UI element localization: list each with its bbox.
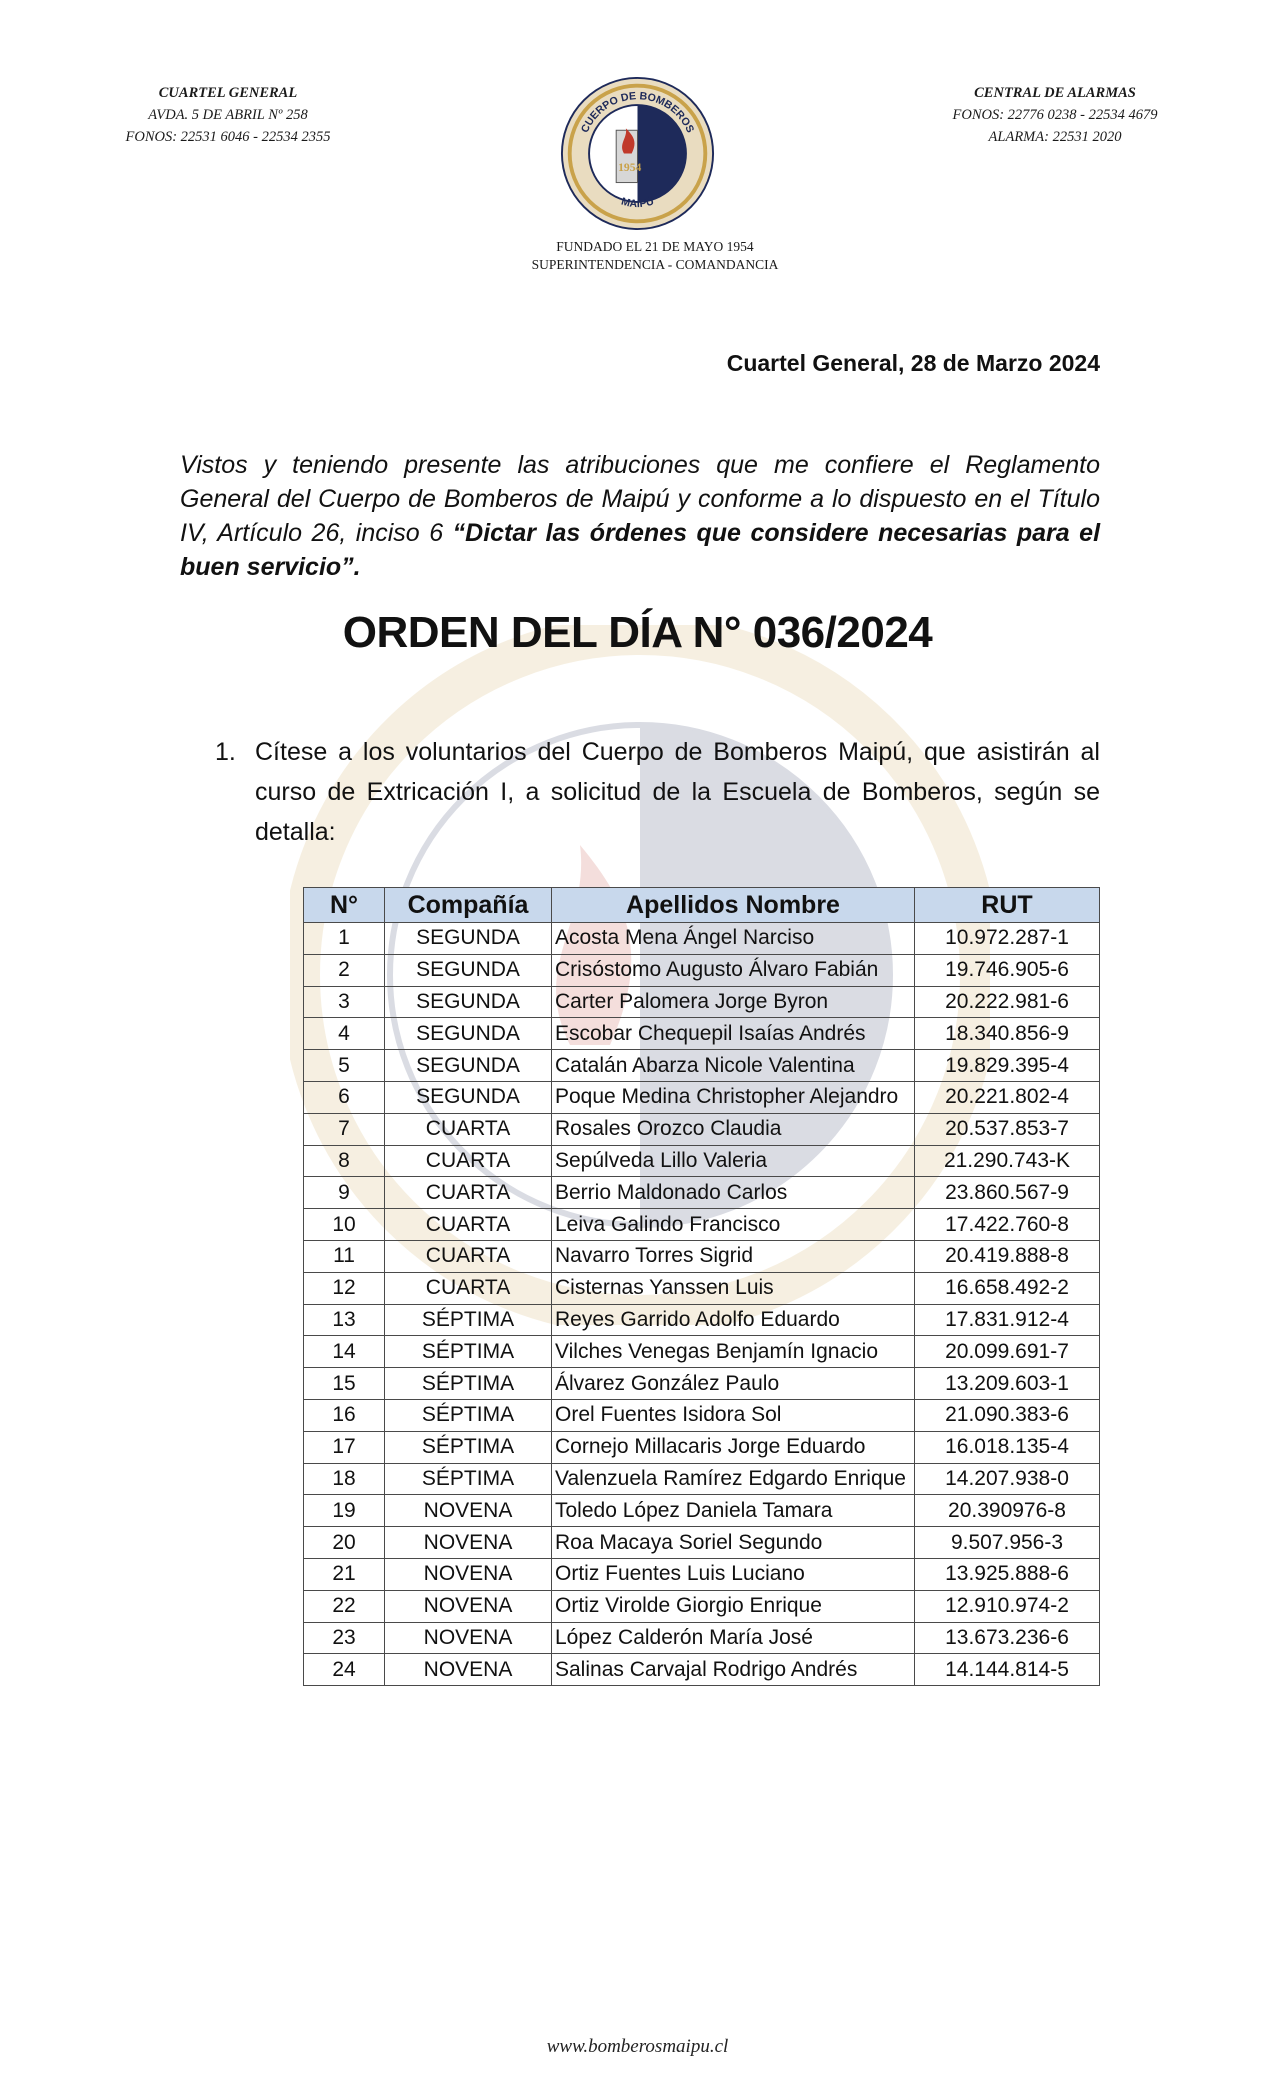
cell-name: Reyes Garrido Adolfo Eduardo	[552, 1304, 915, 1336]
cell-rut: 20.390976-8	[915, 1495, 1100, 1527]
cell-rut: 13.925.888-6	[915, 1558, 1100, 1590]
cell-number: 8	[304, 1145, 385, 1177]
cell-name: Ortiz Fuentes Luis Luciano	[552, 1558, 915, 1590]
cell-name: Berrio Maldonado Carlos	[552, 1177, 915, 1209]
cell-rut: 9.507.956-3	[915, 1527, 1100, 1559]
cell-company: SÉPTIMA	[385, 1336, 552, 1368]
table-row	[304, 1527, 1100, 1559]
cell-name: López Calderón María José	[552, 1622, 915, 1654]
table-row	[304, 1399, 1100, 1431]
table-row	[304, 1558, 1100, 1590]
cell-rut: 23.860.567-9	[915, 1177, 1100, 1209]
cell-number: 20	[304, 1527, 385, 1559]
cell-name: Rosales Orozco Claudia	[552, 1113, 915, 1145]
table-row	[304, 1145, 1100, 1177]
cell-rut: 20.419.888-8	[915, 1240, 1100, 1272]
header-left-address: AVDA. 5 DE ABRIL Nº 258	[148, 107, 308, 123]
seal-top-text: CUERPO DE BOMBEROS	[578, 90, 697, 135]
header-right-phones: FONOS: 22776 0238 - 22534 4679	[952, 107, 1158, 123]
cell-company: SEGUNDA	[385, 1050, 552, 1082]
office-name: SUPERINTENDENCIA - COMANDANCIA	[531, 257, 779, 272]
cell-name: Acosta Mena Ángel Narciso	[552, 923, 915, 955]
cell-number: 18	[304, 1463, 385, 1495]
cell-number: 9	[304, 1177, 385, 1209]
cell-rut: 14.144.814-5	[915, 1654, 1100, 1686]
header-left-block	[108, 82, 348, 148]
date-line: Cuartel General, 28 de Marzo 2024	[726, 350, 1100, 376]
table-row	[304, 1272, 1100, 1304]
table-row	[304, 1050, 1100, 1082]
cell-name: Catalán Abarza Nicole Valentina	[552, 1050, 915, 1082]
footer-website: www.bomberosmaipu.cl	[546, 2036, 729, 2057]
item-text: Cítese a los voluntarios del Cuerpo de Bomberos Maipú, que asistirán al curso de Extricación I, a solicitud de la Escuela de Bomberos, según se detalla:	[255, 738, 1100, 846]
cell-company: NOVENA	[385, 1495, 552, 1527]
cell-rut: 17.831.912-4	[915, 1304, 1100, 1336]
cell-number: 5	[304, 1050, 385, 1082]
cell-name: Sepúlveda Lillo Valeria	[552, 1145, 915, 1177]
table-row	[304, 1209, 1100, 1241]
cell-number: 7	[304, 1113, 385, 1145]
cell-name: Toledo López Daniela Tamara	[552, 1495, 915, 1527]
header-left-phones: FONOS: 22531 6046 - 22534 2355	[125, 129, 331, 145]
table-row	[304, 1495, 1100, 1527]
cell-name: Cisternas Yanssen Luis	[552, 1272, 915, 1304]
cell-rut: 16.658.492-2	[915, 1272, 1100, 1304]
table-body	[304, 923, 1100, 1686]
intro-paragraph	[180, 448, 1100, 584]
cell-company: NOVENA	[385, 1527, 552, 1559]
list-item	[215, 732, 1100, 852]
table-row	[304, 1018, 1100, 1050]
cell-number: 13	[304, 1304, 385, 1336]
cell-company: SÉPTIMA	[385, 1399, 552, 1431]
cell-name: Orel Fuentes Isidora Sol	[552, 1399, 915, 1431]
cell-company: CUARTA	[385, 1240, 552, 1272]
header-right-block	[930, 82, 1180, 148]
header-company: Compañía	[385, 888, 552, 923]
cell-company: CUARTA	[385, 1272, 552, 1304]
cell-company: NOVENA	[385, 1654, 552, 1686]
volunteers-table	[303, 887, 1100, 1686]
header-name: Apellidos Nombre	[552, 888, 915, 923]
cell-name: Álvarez González Paulo	[552, 1368, 915, 1400]
cell-rut: 20.222.981-6	[915, 986, 1100, 1018]
cell-number: 11	[304, 1240, 385, 1272]
cell-number: 2	[304, 954, 385, 986]
cell-name: Crisóstomo Augusto Álvaro Fabián	[552, 954, 915, 986]
cell-rut: 17.422.760-8	[915, 1209, 1100, 1241]
table-row	[304, 923, 1100, 955]
cell-rut: 21.290.743-K	[915, 1145, 1100, 1177]
header-right-title: CENTRAL DE ALARMAS	[974, 85, 1136, 101]
seal-bottom-text: MAIPÚ	[619, 195, 656, 211]
cell-rut: 16.018.135-4	[915, 1431, 1100, 1463]
cell-rut: 13.209.603-1	[915, 1368, 1100, 1400]
cell-number: 22	[304, 1590, 385, 1622]
table-row	[304, 1654, 1100, 1686]
cell-name: Carter Palomera Jorge Byron	[552, 986, 915, 1018]
table-row	[304, 1431, 1100, 1463]
cell-company: NOVENA	[385, 1590, 552, 1622]
intro-quote: “Dictar las órdenes que considere necesarias para el buen servicio”.	[180, 519, 1101, 581]
fire-department-seal-icon	[560, 76, 715, 231]
cell-number: 3	[304, 986, 385, 1018]
order-title: ORDEN DEL DÍA N° 036/2024	[342, 608, 933, 657]
cell-rut: 20.221.802-4	[915, 1081, 1100, 1113]
item-number: 1.	[215, 738, 236, 766]
table-row	[304, 1622, 1100, 1654]
table-row	[304, 1081, 1100, 1113]
cell-name: Valenzuela Ramírez Edgardo Enrique	[552, 1463, 915, 1495]
cell-number: 19	[304, 1495, 385, 1527]
cell-number: 17	[304, 1431, 385, 1463]
cell-number: 4	[304, 1018, 385, 1050]
cell-name: Vilches Venegas Benjamín Ignacio	[552, 1336, 915, 1368]
cell-name: Leiva Galindo Francisco	[552, 1209, 915, 1241]
cell-rut: 13.673.236-6	[915, 1622, 1100, 1654]
cell-company: NOVENA	[385, 1558, 552, 1590]
header-number: N°	[304, 888, 385, 923]
header-rut: RUT	[915, 888, 1100, 923]
cell-company: SÉPTIMA	[385, 1463, 552, 1495]
cell-rut: 19.829.395-4	[915, 1050, 1100, 1082]
table-row	[304, 1590, 1100, 1622]
cell-name: Escobar Chequepil Isaías Andrés	[552, 1018, 915, 1050]
cell-number: 15	[304, 1368, 385, 1400]
cell-rut: 10.972.287-1	[915, 923, 1100, 955]
cell-company: SEGUNDA	[385, 986, 552, 1018]
cell-company: SEGUNDA	[385, 954, 552, 986]
cell-name: Salinas Carvajal Rodrigo Andrés	[552, 1654, 915, 1686]
table-row	[304, 1240, 1100, 1272]
cell-company: NOVENA	[385, 1622, 552, 1654]
cell-rut: 21.090.383-6	[915, 1399, 1100, 1431]
cell-company: SÉPTIMA	[385, 1304, 552, 1336]
cell-company: CUARTA	[385, 1113, 552, 1145]
cell-company: CUARTA	[385, 1177, 552, 1209]
table-row	[304, 1113, 1100, 1145]
founded-date: FUNDADO EL 21 DE MAYO 1954	[556, 239, 754, 254]
table-row	[304, 986, 1100, 1018]
cell-name: Cornejo Millacaris Jorge Eduardo	[552, 1431, 915, 1463]
cell-rut: 12.910.974-2	[915, 1590, 1100, 1622]
cell-company: CUARTA	[385, 1209, 552, 1241]
cell-name: Poque Medina Christopher Alejandro	[552, 1081, 915, 1113]
intro-text: Vistos y teniendo presente las atribuciones que me confiere el Reglamento General del Cuerpo de Bomberos de Maipú y conforme a lo dispuesto en el Título IV, Artículo 26, inciso 6	[180, 451, 1100, 547]
cell-number: 24	[304, 1654, 385, 1686]
cell-rut: 18.340.856-9	[915, 1018, 1100, 1050]
seal-year: 1954	[618, 160, 642, 174]
cell-rut: 19.746.905-6	[915, 954, 1100, 986]
header-left-title: CUARTEL GENERAL	[158, 85, 298, 101]
table-row	[304, 1336, 1100, 1368]
table-row	[304, 954, 1100, 986]
table-header-row	[304, 888, 1100, 923]
header-right-alarm: ALARMA: 22531 2020	[988, 129, 1122, 145]
cell-number: 16	[304, 1399, 385, 1431]
cell-company: SEGUNDA	[385, 1018, 552, 1050]
table-row	[304, 1304, 1100, 1336]
cell-number: 1	[304, 923, 385, 955]
cell-rut: 20.099.691-7	[915, 1336, 1100, 1368]
cell-number: 10	[304, 1209, 385, 1241]
cell-number: 21	[304, 1558, 385, 1590]
cell-rut: 20.537.853-7	[915, 1113, 1100, 1145]
cell-name: Navarro Torres Sigrid	[552, 1240, 915, 1272]
cell-rut: 14.207.938-0	[915, 1463, 1100, 1495]
cell-number: 23	[304, 1622, 385, 1654]
cell-number: 12	[304, 1272, 385, 1304]
cell-company: SÉPTIMA	[385, 1431, 552, 1463]
cell-company: SEGUNDA	[385, 1081, 552, 1113]
cell-number: 14	[304, 1336, 385, 1368]
table-row	[304, 1368, 1100, 1400]
cell-name: Ortiz Virolde Giorgio Enrique	[552, 1590, 915, 1622]
cell-number: 6	[304, 1081, 385, 1113]
cell-company: SEGUNDA	[385, 923, 552, 955]
cell-company: SÉPTIMA	[385, 1368, 552, 1400]
cell-name: Roa Macaya Soriel Segundo	[552, 1527, 915, 1559]
table-row	[304, 1463, 1100, 1495]
founded-block	[450, 238, 860, 274]
table-row	[304, 1177, 1100, 1209]
cell-company: CUARTA	[385, 1145, 552, 1177]
